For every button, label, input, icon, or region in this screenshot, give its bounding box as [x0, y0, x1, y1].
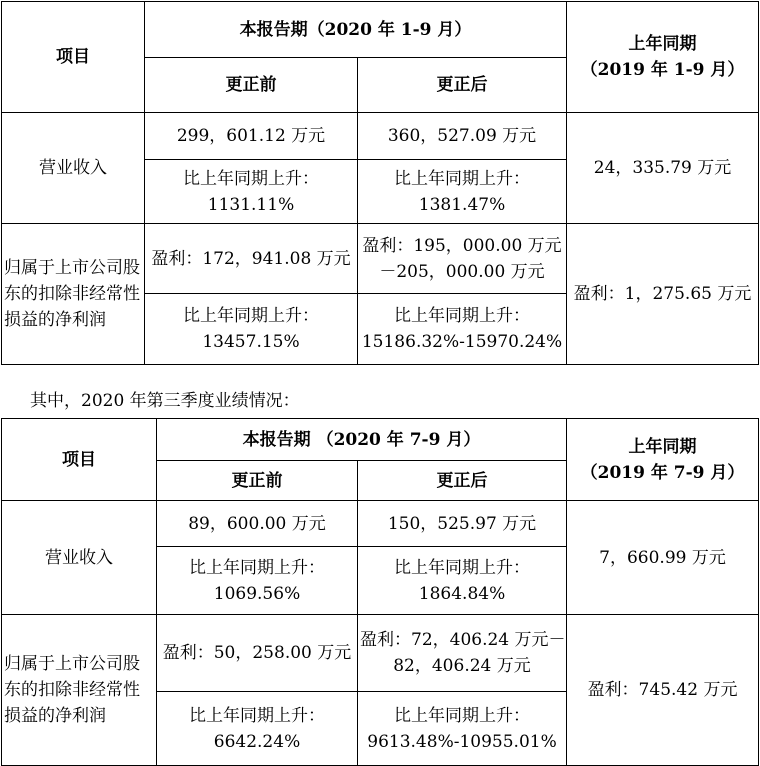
net-profit-before-value: 盈利：50，258.00 万元 — [157, 615, 358, 692]
profit-range-end: －205，000.00 万元 — [379, 261, 545, 282]
header-prior-period-line1: 上年同期 — [628, 436, 697, 457]
net-profit-before-value: 盈利：172，941.08 万元 — [145, 224, 358, 294]
growth-label: 比上年同期上升： — [183, 168, 319, 189]
net-profit-after-value — [358, 224, 567, 294]
growth-value: 13457.15% — [202, 332, 300, 352]
header-prior-period-line1: 上年同期 — [628, 34, 697, 54]
q3-note: 其中，2020 年第三季度业绩情况： — [30, 391, 300, 411]
q3-results-table — [1, 418, 759, 766]
ytd-results-table — [1, 1, 759, 365]
header-prior-period-line2: （2019 年 7-9 月） — [580, 462, 745, 483]
net-profit-prior-value: 盈利：1，275.65 万元 — [567, 224, 759, 365]
net-profit-after-growth — [358, 692, 567, 766]
header-after-correction: 更正后 — [358, 461, 567, 501]
header-prior-period — [567, 419, 759, 501]
growth-value: 15186.32%-15970.24% — [361, 332, 563, 352]
revenue-after-value: 150，525.97 万元 — [358, 501, 567, 547]
growth-label: 比上年同期上升： — [183, 306, 319, 326]
profit-range-start: 盈利：72，406.24 万元－ — [360, 630, 566, 650]
growth-label: 比上年同期上升： — [394, 705, 530, 726]
net-profit-label: 归属于上市公司股东的扣除非经常性损益的净利润 — [2, 615, 157, 766]
header-item: 项目 — [2, 419, 157, 501]
revenue-after-growth — [358, 547, 567, 615]
net-profit-after-value — [358, 615, 567, 692]
profit-range-start: 盈利：195，000.00 万元 — [362, 235, 562, 256]
header-before-correction: 更正前 — [157, 461, 358, 501]
growth-value: 1069.56% — [213, 583, 301, 604]
growth-label: 比上年同期上升： — [189, 705, 325, 726]
header-prior-period-line2: （2019 年 1-9 月） — [580, 60, 745, 80]
growth-label: 比上年同期上升： — [394, 306, 530, 326]
growth-label: 比上年同期上升： — [394, 168, 530, 189]
revenue-before-growth — [145, 160, 358, 224]
revenue-before-growth — [157, 547, 358, 615]
header-after-correction: 更正后 — [358, 58, 567, 113]
revenue-prior-value: 24，335.79 万元 — [567, 113, 759, 224]
revenue-prior-value: 7，660.99 万元 — [567, 501, 759, 615]
growth-value: 9613.48%-10955.01% — [367, 731, 557, 752]
growth-value: 1131.11% — [207, 194, 295, 215]
revenue-after-growth — [358, 160, 567, 224]
growth-value: 6642.24% — [213, 731, 301, 752]
header-item: 项目 — [2, 2, 145, 113]
net-profit-before-growth — [157, 692, 358, 766]
growth-value: 1864.84% — [418, 583, 506, 604]
revenue-before-value: 89，600.00 万元 — [157, 501, 358, 547]
growth-label: 比上年同期上升： — [189, 557, 325, 578]
revenue-after-value: 360，527.09 万元 — [358, 113, 567, 160]
revenue-before-value: 299，601.12 万元 — [145, 113, 358, 160]
net-profit-after-growth — [358, 294, 567, 365]
net-profit-label: 归属于上市公司股东的扣除非经常性损益的净利润 — [2, 224, 145, 365]
header-current-period: 本报告期 （2020 年 7-9 月） — [157, 419, 567, 461]
header-current-period: 本报告期（2020 年 1-9 月） — [145, 2, 567, 58]
revenue-label: 营业收入 — [2, 113, 145, 224]
net-profit-before-growth — [145, 294, 358, 365]
revenue-label: 营业收入 — [2, 501, 157, 615]
header-prior-period — [567, 2, 759, 113]
growth-label: 比上年同期上升： — [394, 557, 530, 578]
profit-range-end: 82，406.24 万元 — [393, 656, 531, 676]
header-before-correction: 更正前 — [145, 58, 358, 113]
growth-value: 1381.47% — [418, 194, 506, 215]
net-profit-prior-value: 盈利：745.42 万元 — [567, 615, 759, 766]
